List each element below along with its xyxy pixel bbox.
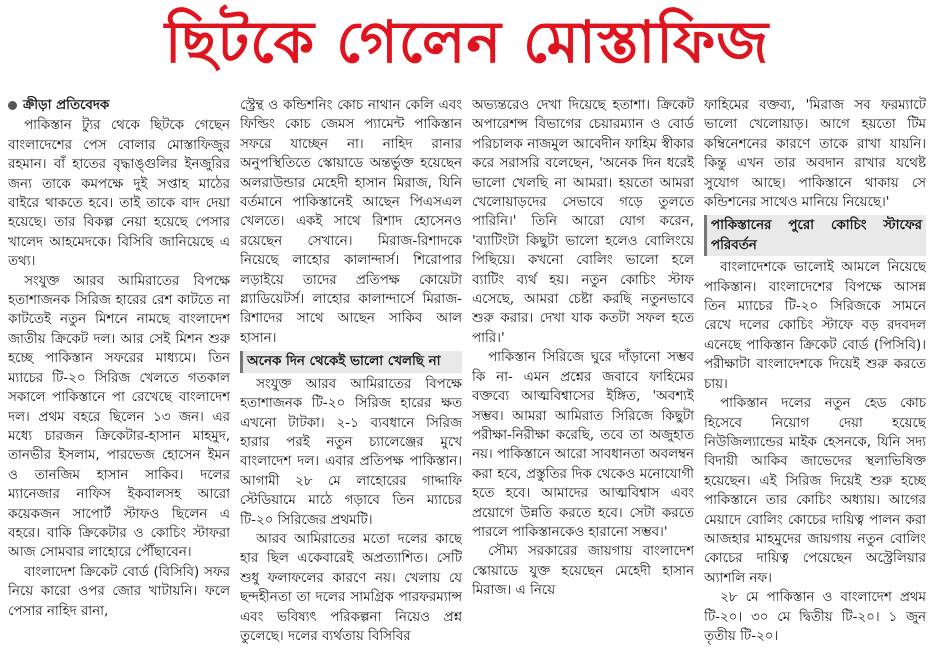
paragraph: পাকিস্তান দলের নতুন হেড কোচ হিসেবে নিয়োগ দেয়া হয়েছে নিউজিল্যান্ডের মাইক হেসনকে, যিনি সদ্য বিদায়ী আকিব জাভেদের স্থলাভিষিক্ত হয়েছেন। এই সিরিজ দিয়েই শুরু হচ্ছে পাকিস্তানে তার কোচিং অধ্যায়। আগের মেয়াদে বোলিং কোচের দায়িত্ব পালন করা আজহার মাহমুদের জায়গায় নতুন বোলিং কোচের দায়িত্ব পেয়েছেন অস্ট্রেলিয়ার অ্যাশলি নফ। (704, 396, 926, 586)
paragraph: বাংলাদেশকে ভালোই আমলে নিয়েছে পাকিস্তান। বাংলাদেশের বিপক্ষে আসন্ন তিন ম্যাচের টি-২০ সিরিজকে সামনে রেখে দলের কোচিং স্টাফে বড় রদবদল এনেছে পাকিস্তান ক্রিকেট বোর্ড (পিসিবি)। পরীক্ষাটা বাংলাদেশকে দিয়েই শুরু করতে চায়। (704, 260, 926, 392)
paragraph: পাকিস্তান ট্যুর থেকে ছিটকে গেছেন বাংলাদেশের পেস বোলার মোস্তাফিজুর রহমান। বাঁ হাতের বৃদ্ধাঙ্গুলির ইনজুরির জন্য তাকে কমপক্ষে দুই সপ্তাহ মাঠের বাইরে থাকতে হবে। তাই তাকে বাদ দেয়া হয়েছে। তার বিকল্প নেয়া হয়েছে পেসার খালেদ আহমেদকে। বিসিবি জানিয়েছে এ তথ্য। (8, 118, 230, 270)
subheading: পাকিস্তানের পুরো কোচিং স্টাফের পরিবর্তন (704, 215, 926, 256)
article-column-4 (704, 96, 926, 648)
bullet-icon (8, 101, 17, 110)
paragraph: সংযুক্ত আরব আমিরাতের বিপক্ষে হতাশাজনক সিরিজ হারের রেশ কাটতে না কাটতেই নতুন মিশনে নামছে বাংলাদেশ জাতীয় ক্রিকেট দল। আর সেই মিশন শুরু হচ্ছে পাকিস্তান সফরের মাধ্যমে। তিন ম্যাচের টি-২০ সিরিজ খেলতে গতকাল সকালে পাকিস্তানে পা রেখেছে বাংলাদেশ দল। প্রথম বহরে ছিলেন ১৩ জন। এর মধ্যে চারজন ক্রিকেটার-হাসান মাহমুদ, তানভীর ইসলাম, পারভেজ হোসেন ইমন ও তানজিম হাসান সাকিব। দলের ম্যানেজার নাফিস ইকবালসহ আরো কয়েকজন সাপোর্ট স্টাফও ছিলেন এ বহরে। বাকি ক্রিকেটার ও কোচিং স্টাফরা আজ সোমবার লাহোরে পৌঁছাবেন। (8, 273, 230, 561)
article-body (8, 96, 926, 648)
paragraph: স্ট্রেন্থ ও কন্ডিশনিং কোচ নাথান কেলি এবং ফিল্ডিং কোচ জেমস প্যামেন্ট পাকিস্তান সফরে যাচ্ছেন না। নাহিদ রানার অনুপস্থিতিতে স্কোয়াডে অন্তর্ভুক্ত হয়েছেন অলরাউন্ডার মেহেদী হাসান মিরাজ, যিনি বর্তমানে পাকিস্তানেই আছেন পিএসএল খেলতে। একই সাথে রিশাদ হোসেনও রয়েছেন সেখানে। মিরাজ-রিশাদকে নিয়েছে লাহোর কালান্দার্স। শিরোপার লড়াইয়ে তাদের প্রতিপক্ষ কোয়েটা গ্ল্যাডিয়েটর্স। লাহোর কালান্দার্সে মিরাজ-রিশাদের সাথে আছেন সাকিব আল হাসান। (240, 98, 462, 346)
article-column-3 (472, 96, 694, 648)
paragraph: সংযুক্ত আরব আমিরাতের বিপক্ষে হতাশাজনক টি-২০ সিরিজ হারের ক্ষত এখনো টাটকা। ২-১ ব্যবধানে সিরিজ হারার পরই নতুন চ্যালেঞ্জের মুখে বাংলাদেশ দল। এবার প্রতিপক্ষ পাকিস্তান। আগামী ২৮ মে লাহোরের গাদ্দাফি স্টেডিয়ামে মাঠে গড়াবে তিন ম্যাচের টি-২০ সিরিজের প্রথমটি। (240, 376, 462, 528)
byline (8, 96, 230, 115)
article-column-1 (8, 96, 230, 648)
byline-text: ক্রীড়া প্রতিবেদক (23, 98, 110, 113)
paragraph: ২৮ মে পাকিস্তান ও বাংলাদেশ প্রথম টি-২০। ৩০ মে দ্বিতীয় টি-২০। ১ জুন তৃতীয় টি-২০। (704, 590, 926, 644)
paragraph: অভ্যন্তরেও দেখা দিয়েছে হতাশা। ক্রিকেট অপারেশন্স বিভাগের চেয়ারম্যান ও বোর্ড পরিচালক নাজমুল আবেদীন ফাহিম স্বীকার করে সরাসরি বলেছেন, 'অনেক দিন ধরেই ভালো খেলছি না আমরা। হয়তো আমরা খেলোয়াড়দের সেভাবে গড়ে তুলতে পারিনি।' তিনি আরো যোগ করেন, 'ব্যাটিংটা কিছুটা ভালো হলেও বোলিংয়ে পিছিয়ে। কখনো বোলিং ভালো হলে ব্যাটিং ব্যর্থ হয়। নতুন কোচিং স্টাফ এসেছে, আমরা চেষ্টা করছি নতুনভাবে শুরু করার। দেখা যাক কতটা সফল হতে পারি।' (472, 98, 694, 346)
subheading: অনেক দিন থেকেই ভালো খেলছি না (240, 351, 462, 372)
paragraph: ফাহিমের বক্তব্য, 'মিরাজ সব ফরম্যাটে ভালো খেলোয়াড়। আগে হয়তো টিম কম্বিনেশনের কারণে তাকে রাখা যায়নি। কিন্তু এখন তার অবদান রাখার যথেষ্ট সুযোগ আছে। পাকিস্তানে থাকায় সে কন্ডিশনের সাথেও মানিয়ে নিয়েছে।' (704, 98, 926, 211)
paragraph: সৌম্য সরকারের জায়গায় বাংলাদেশ স্কোয়াডে যুক্ত হয়েছেন মেহেদী হাসান মিরাজ। এ নিয়ে (472, 544, 694, 599)
paragraph: আরব আমিরাতের মতো দলের কাছে হার ছিল একেবারেই অপ্রত্যাশিত। সেটি শুধু ফলাফলের কারণে নয়। খেলায় যে ছন্দহীনতা তা দলের সামগ্রিক পারফরম্যান্স এবং ভবিষ্যৎ পরিকল্পনা নিয়েও প্রশ্ন তুলেছে। দলের ব্যর্থতায় বিসিবির (240, 531, 462, 644)
paragraph: পাকিস্তান সিরিজে ঘুরে দাঁড়ানো সম্ভব কি না- এমন প্রশ্নের জবাবে ফাহিমের বক্তব্যে আত্মবিশ্বাসের ইঙ্গিত, 'অবশ্যই সম্ভব। আমরা আমিরাত সিরিজে কিছুটা পরীক্ষা-নিরীক্ষা করেছি, তবে তা অজুহাত নয়। পাকিস্তানে আরো সাবধানতা অবলম্বন করা হবে, প্রস্তুতির দিক থেকেও মনোযোগী হতে হবে। আমাদের আত্মবিশ্বাস এবং প্রয়োগে উন্নতি করতে হবে। সেটা করতে পারলে পাকিস্তানকেও হারানো সম্ভব।' (472, 350, 694, 540)
paragraph: বাংলাদেশ ক্রিকেট বোর্ড (বিসিবি) সফর নিয়ে কারো ওপর জোর খাটায়নি। ফলে পেসার নাহিদ রানা, (8, 564, 230, 619)
headline: ছিটকে গেলেন মোস্তাফিজ (164, 7, 770, 76)
article-column-2 (240, 96, 462, 648)
